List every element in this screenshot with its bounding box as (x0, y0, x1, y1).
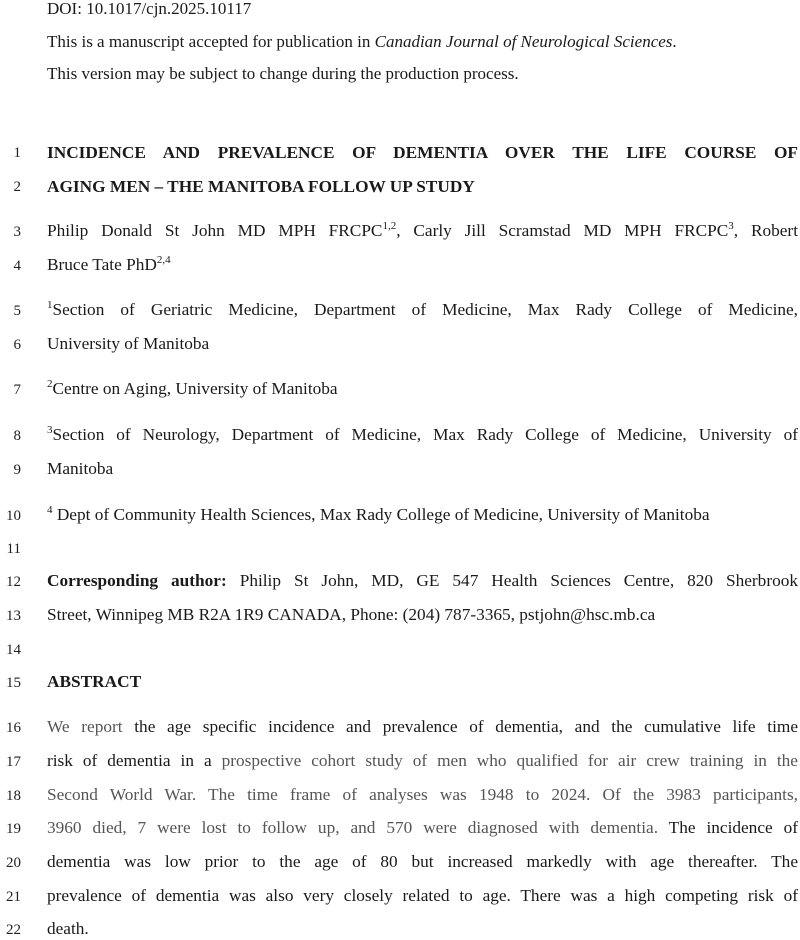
author-3-first: , Robert (733, 221, 798, 240)
line-number: 1 (13, 145, 21, 161)
author-2-affil: 3 (728, 220, 734, 232)
affiliation-3-number: 3 (47, 424, 53, 436)
author-1-affil: 1,2 (382, 220, 397, 232)
line-number: 2 (13, 179, 21, 195)
line-number: 7 (13, 382, 21, 398)
affiliation-2 (47, 378, 798, 400)
abstract-line-19 (47, 817, 798, 839)
abstract-text-grey: prospective cohort study of men who qualified for air crew training in the (211, 751, 798, 770)
affiliation-2-text: Centre on Aging, University of Manitoba (52, 379, 338, 398)
abstract-text: The incidence of (658, 818, 798, 837)
affiliation-1-line-2: University of Manitoba (47, 334, 210, 353)
line-number: 8 (13, 428, 21, 444)
affiliation-3-text: Section of Neurology, Department of Medicine, Max Rady College of Medicine, University of (52, 425, 798, 444)
authors-line-1 (47, 220, 798, 242)
line-number: 12 (6, 574, 21, 590)
corresponding-label: Corresponding author: (47, 571, 227, 590)
affiliation-4-text: Dept of Community Health Sciences, Max Rady College of Medicine, University of Manitoba (52, 505, 710, 524)
line-number: 3 (13, 224, 21, 240)
title-line-1: INCIDENCE AND PREVALENCE OF DEMENTIA OVER THE LIFE COURSE OF (47, 143, 798, 162)
author-3-affil: 2,4 (156, 254, 171, 266)
affiliation-2-number: 2 (47, 378, 53, 390)
title-line-2: AGING MEN – THE MANITOBA FOLLOW UP STUDY (47, 177, 475, 196)
abstract-line-18: Second World War. The time frame of analyses was 1948 to 2024. Of the 3983 participants, (47, 785, 798, 804)
abstract-text: risk of dementia in a (47, 751, 212, 770)
doi-text: DOI: 10.1017/cjn.2025.10117 (47, 0, 252, 18)
affiliation-1-text: Section of Geriatric Medicine, Department of Medicine, Max Rady College of Medicine, (52, 300, 798, 319)
affiliation-4 (47, 504, 798, 526)
line-number: 20 (6, 855, 21, 871)
publication-notice (47, 32, 677, 52)
affiliation-4-number: 4 (47, 504, 53, 516)
abstract-line-20: dementia was low prior to the age of 80 but increased markedly with age thereafter. The (47, 852, 798, 871)
abstract-text-grey: We report (47, 717, 123, 736)
abstract-line-22: death. (47, 919, 89, 938)
notice2-text: This version may be subject to change during the production process. (47, 64, 519, 83)
journal-name: Canadian Journal of Neurological Sciences (374, 32, 673, 51)
author-1: Philip Donald St John MD MPH FRCPC (47, 221, 383, 240)
abstract-line-21: prevalence of dementia was also very closely related to age. There was a high competing risk of (47, 886, 798, 905)
abstract-line-16 (47, 716, 798, 738)
line-number: 19 (6, 821, 21, 837)
line-number: 10 (6, 508, 21, 524)
line-number: 6 (13, 337, 21, 353)
line-number: 18 (6, 788, 21, 804)
notice-suffix: . (672, 32, 677, 51)
line-number: 14 (6, 642, 21, 658)
affiliation-3-line-1 (47, 424, 798, 446)
corresponding-line-2: Street, Winnipeg MB R2A 1R9 CANADA, Phone: (204) 787-3365, pstjohn@hsc.mb.ca (47, 605, 656, 624)
author-2: , Carly Jill Scramstad MD MPH FRCPC (396, 221, 729, 240)
production-notice (47, 64, 519, 84)
abstract-heading: ABSTRACT (47, 672, 142, 691)
corresponding-address: Philip St John, MD, GE 547 Health Sciences Centre, 820 Sherbrook (226, 571, 798, 590)
line-number: 9 (13, 462, 21, 478)
line-number: 4 (13, 258, 21, 274)
corresponding-line-1 (47, 570, 798, 592)
affiliation-1-number: 1 (47, 299, 53, 311)
line-number: 17 (6, 754, 21, 770)
abstract-line-17 (47, 750, 798, 772)
notice-prefix: This is a manuscript accepted for publication in (47, 32, 375, 51)
line-number: 21 (6, 889, 21, 905)
line-number: 16 (6, 720, 21, 736)
affiliation-3-line-2: Manitoba (47, 459, 114, 478)
abstract-text: the age specific incidence and prevalence of dementia, and the cumulative life time (122, 717, 798, 736)
doi-line (47, 0, 251, 19)
affiliation-1-line-1 (47, 299, 798, 321)
abstract-text-grey: 3960 died, 7 were lost to follow up, and 570 were diagnosed with dementia. (47, 818, 659, 837)
authors-line-2 (47, 254, 798, 276)
line-number: 11 (6, 541, 21, 557)
line-number: 15 (6, 675, 21, 691)
line-number: 5 (13, 303, 21, 319)
line-number: 22 (6, 922, 21, 938)
line-number: 13 (6, 608, 21, 624)
author-3-rest: Bruce Tate PhD (47, 255, 157, 274)
